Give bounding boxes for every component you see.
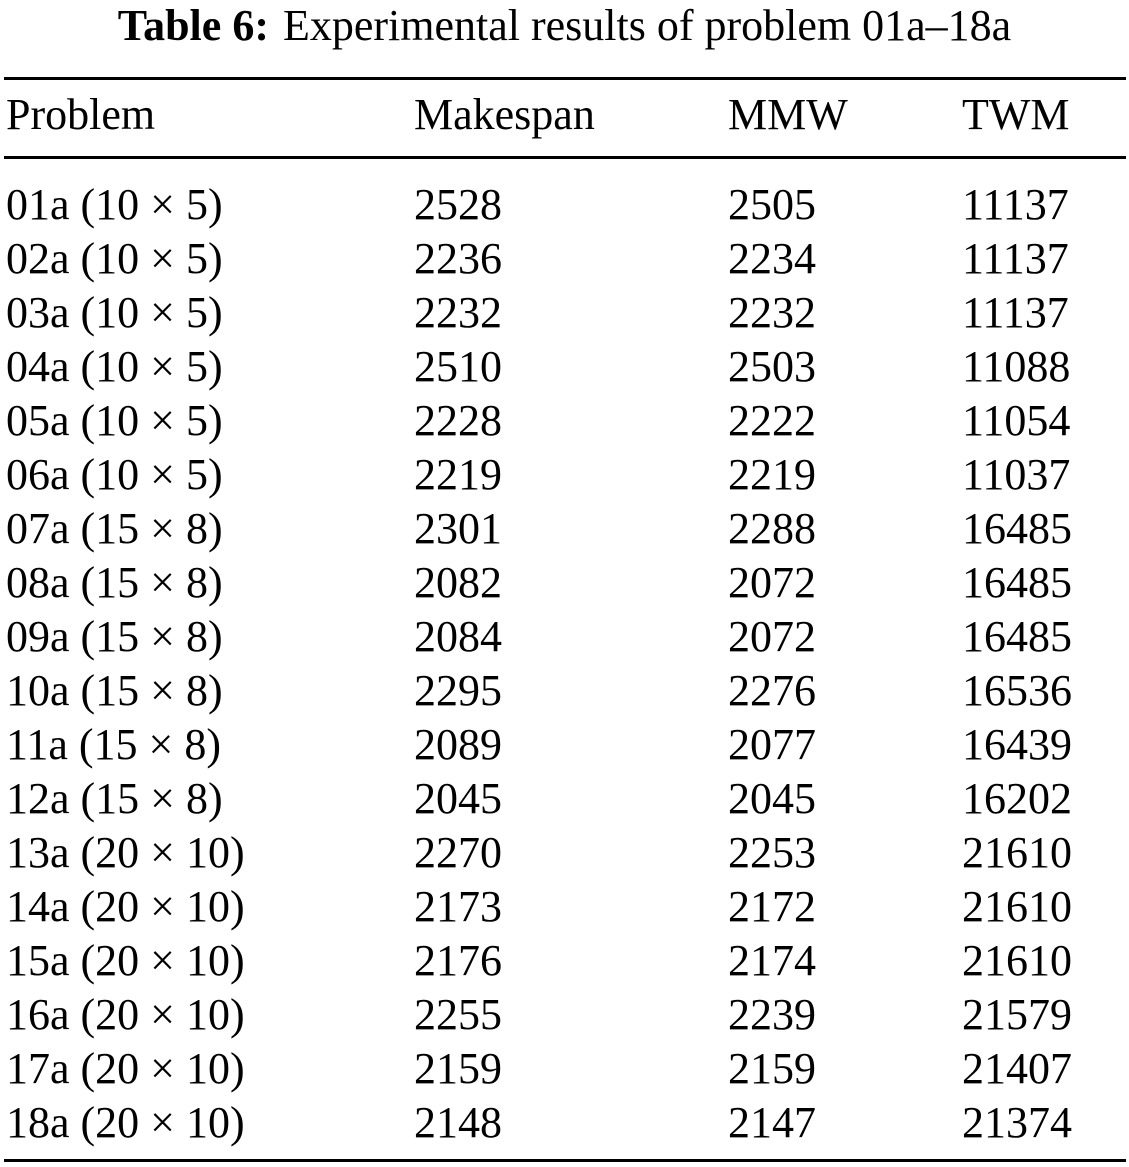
table-caption <box>0 2 1129 50</box>
cell-mmw: 2045 <box>728 774 816 823</box>
cell-twm: 21579 <box>962 990 1072 1039</box>
cell-mmw: 2239 <box>728 990 816 1039</box>
table-row <box>0 1042 1129 1096</box>
cell-problem: 15a (20 × 10) <box>6 936 245 985</box>
table-row <box>0 610 1129 664</box>
cell-mmw: 2505 <box>728 180 816 229</box>
cell-problem: 07a (15 × 8) <box>6 504 223 553</box>
cell-twm: 11037 <box>962 450 1071 499</box>
cell-problem: 14a (20 × 10) <box>6 882 245 931</box>
cell-mmw: 2288 <box>728 504 816 553</box>
table-row <box>0 232 1129 286</box>
cell-mmw: 2232 <box>728 288 816 337</box>
cell-twm: 21407 <box>962 1044 1072 1093</box>
cell-makespan: 2270 <box>414 828 502 877</box>
table-caption-label: Table 6: <box>117 1 269 50</box>
cell-twm: 21610 <box>962 936 1072 985</box>
table-row <box>0 880 1129 934</box>
cell-twm: 16485 <box>962 504 1072 553</box>
cell-mmw: 2072 <box>728 612 816 661</box>
table-row <box>0 394 1129 448</box>
cell-mmw: 2234 <box>728 234 816 283</box>
cell-twm: 16202 <box>962 774 1072 823</box>
cell-twm: 11137 <box>962 288 1069 337</box>
cell-problem: 08a (15 × 8) <box>6 558 223 607</box>
cell-twm: 16485 <box>962 558 1072 607</box>
table-row <box>0 934 1129 988</box>
cell-mmw: 2503 <box>728 342 816 391</box>
cell-twm: 21610 <box>962 828 1072 877</box>
cell-problem: 05a (10 × 5) <box>6 396 223 445</box>
cell-mmw: 2253 <box>728 828 816 877</box>
cell-makespan: 2528 <box>414 180 502 229</box>
cell-makespan: 2232 <box>414 288 502 337</box>
column-header-twm: TWM <box>962 90 1070 139</box>
table-header-row <box>0 88 1129 142</box>
cell-mmw: 2172 <box>728 882 816 931</box>
cell-problem: 02a (10 × 5) <box>6 234 223 283</box>
cell-twm: 16485 <box>962 612 1072 661</box>
cell-problem: 01a (10 × 5) <box>6 180 223 229</box>
cell-problem: 18a (20 × 10) <box>6 1098 245 1147</box>
cell-mmw: 2276 <box>728 666 816 715</box>
cell-makespan: 2173 <box>414 882 502 931</box>
column-header-makespan: Makespan <box>414 90 595 139</box>
cell-mmw: 2072 <box>728 558 816 607</box>
cell-mmw: 2077 <box>728 720 816 769</box>
table-row <box>0 718 1129 772</box>
cell-makespan: 2082 <box>414 558 502 607</box>
table-row <box>0 988 1129 1042</box>
cell-problem: 03a (10 × 5) <box>6 288 223 337</box>
cell-makespan: 2255 <box>414 990 502 1039</box>
table-row <box>0 1096 1129 1150</box>
cell-problem: 17a (20 × 10) <box>6 1044 245 1093</box>
table-top-rule <box>4 77 1126 80</box>
cell-mmw: 2147 <box>728 1098 816 1147</box>
table-row <box>0 448 1129 502</box>
cell-mmw: 2219 <box>728 450 816 499</box>
cell-makespan: 2236 <box>414 234 502 283</box>
cell-makespan: 2084 <box>414 612 502 661</box>
table-header-rule <box>4 156 1126 159</box>
cell-problem: 12a (15 × 8) <box>6 774 223 823</box>
cell-makespan: 2219 <box>414 450 502 499</box>
cell-twm: 21610 <box>962 882 1072 931</box>
cell-makespan: 2176 <box>414 936 502 985</box>
cell-problem: 10a (15 × 8) <box>6 666 223 715</box>
table-row <box>0 286 1129 340</box>
column-header-mmw: MMW <box>728 90 848 139</box>
cell-makespan: 2510 <box>414 342 502 391</box>
cell-problem: 16a (20 × 10) <box>6 990 245 1039</box>
table-caption-text: Experimental results of problem 01a–18a <box>282 1 1012 50</box>
cell-twm: 16536 <box>962 666 1072 715</box>
cell-makespan: 2301 <box>414 504 502 553</box>
cell-twm: 16439 <box>962 720 1072 769</box>
column-header-problem: Problem <box>6 90 156 139</box>
cell-makespan: 2159 <box>414 1044 502 1093</box>
cell-twm: 11088 <box>962 342 1071 391</box>
cell-problem: 06a (10 × 5) <box>6 450 223 499</box>
cell-twm: 11137 <box>962 234 1069 283</box>
cell-makespan: 2295 <box>414 666 502 715</box>
cell-mmw: 2174 <box>728 936 816 985</box>
cell-makespan: 2045 <box>414 774 502 823</box>
table-row <box>0 664 1129 718</box>
cell-problem: 04a (10 × 5) <box>6 342 223 391</box>
cell-twm: 11054 <box>962 396 1071 445</box>
cell-makespan: 2148 <box>414 1098 502 1147</box>
table-row <box>0 178 1129 232</box>
table-row <box>0 556 1129 610</box>
cell-makespan: 2228 <box>414 396 502 445</box>
table-row <box>0 826 1129 880</box>
table-body <box>0 178 1129 1150</box>
table-row <box>0 502 1129 556</box>
table-row <box>0 340 1129 394</box>
cell-twm: 11137 <box>962 180 1069 229</box>
cell-makespan: 2089 <box>414 720 502 769</box>
cell-twm: 21374 <box>962 1098 1072 1147</box>
cell-problem: 13a (20 × 10) <box>6 828 245 877</box>
cell-problem: 11a (15 × 8) <box>6 720 222 769</box>
table-row <box>0 772 1129 826</box>
cell-mmw: 2159 <box>728 1044 816 1093</box>
cell-problem: 09a (15 × 8) <box>6 612 223 661</box>
cell-mmw: 2222 <box>728 396 816 445</box>
table-bottom-rule <box>4 1159 1126 1162</box>
